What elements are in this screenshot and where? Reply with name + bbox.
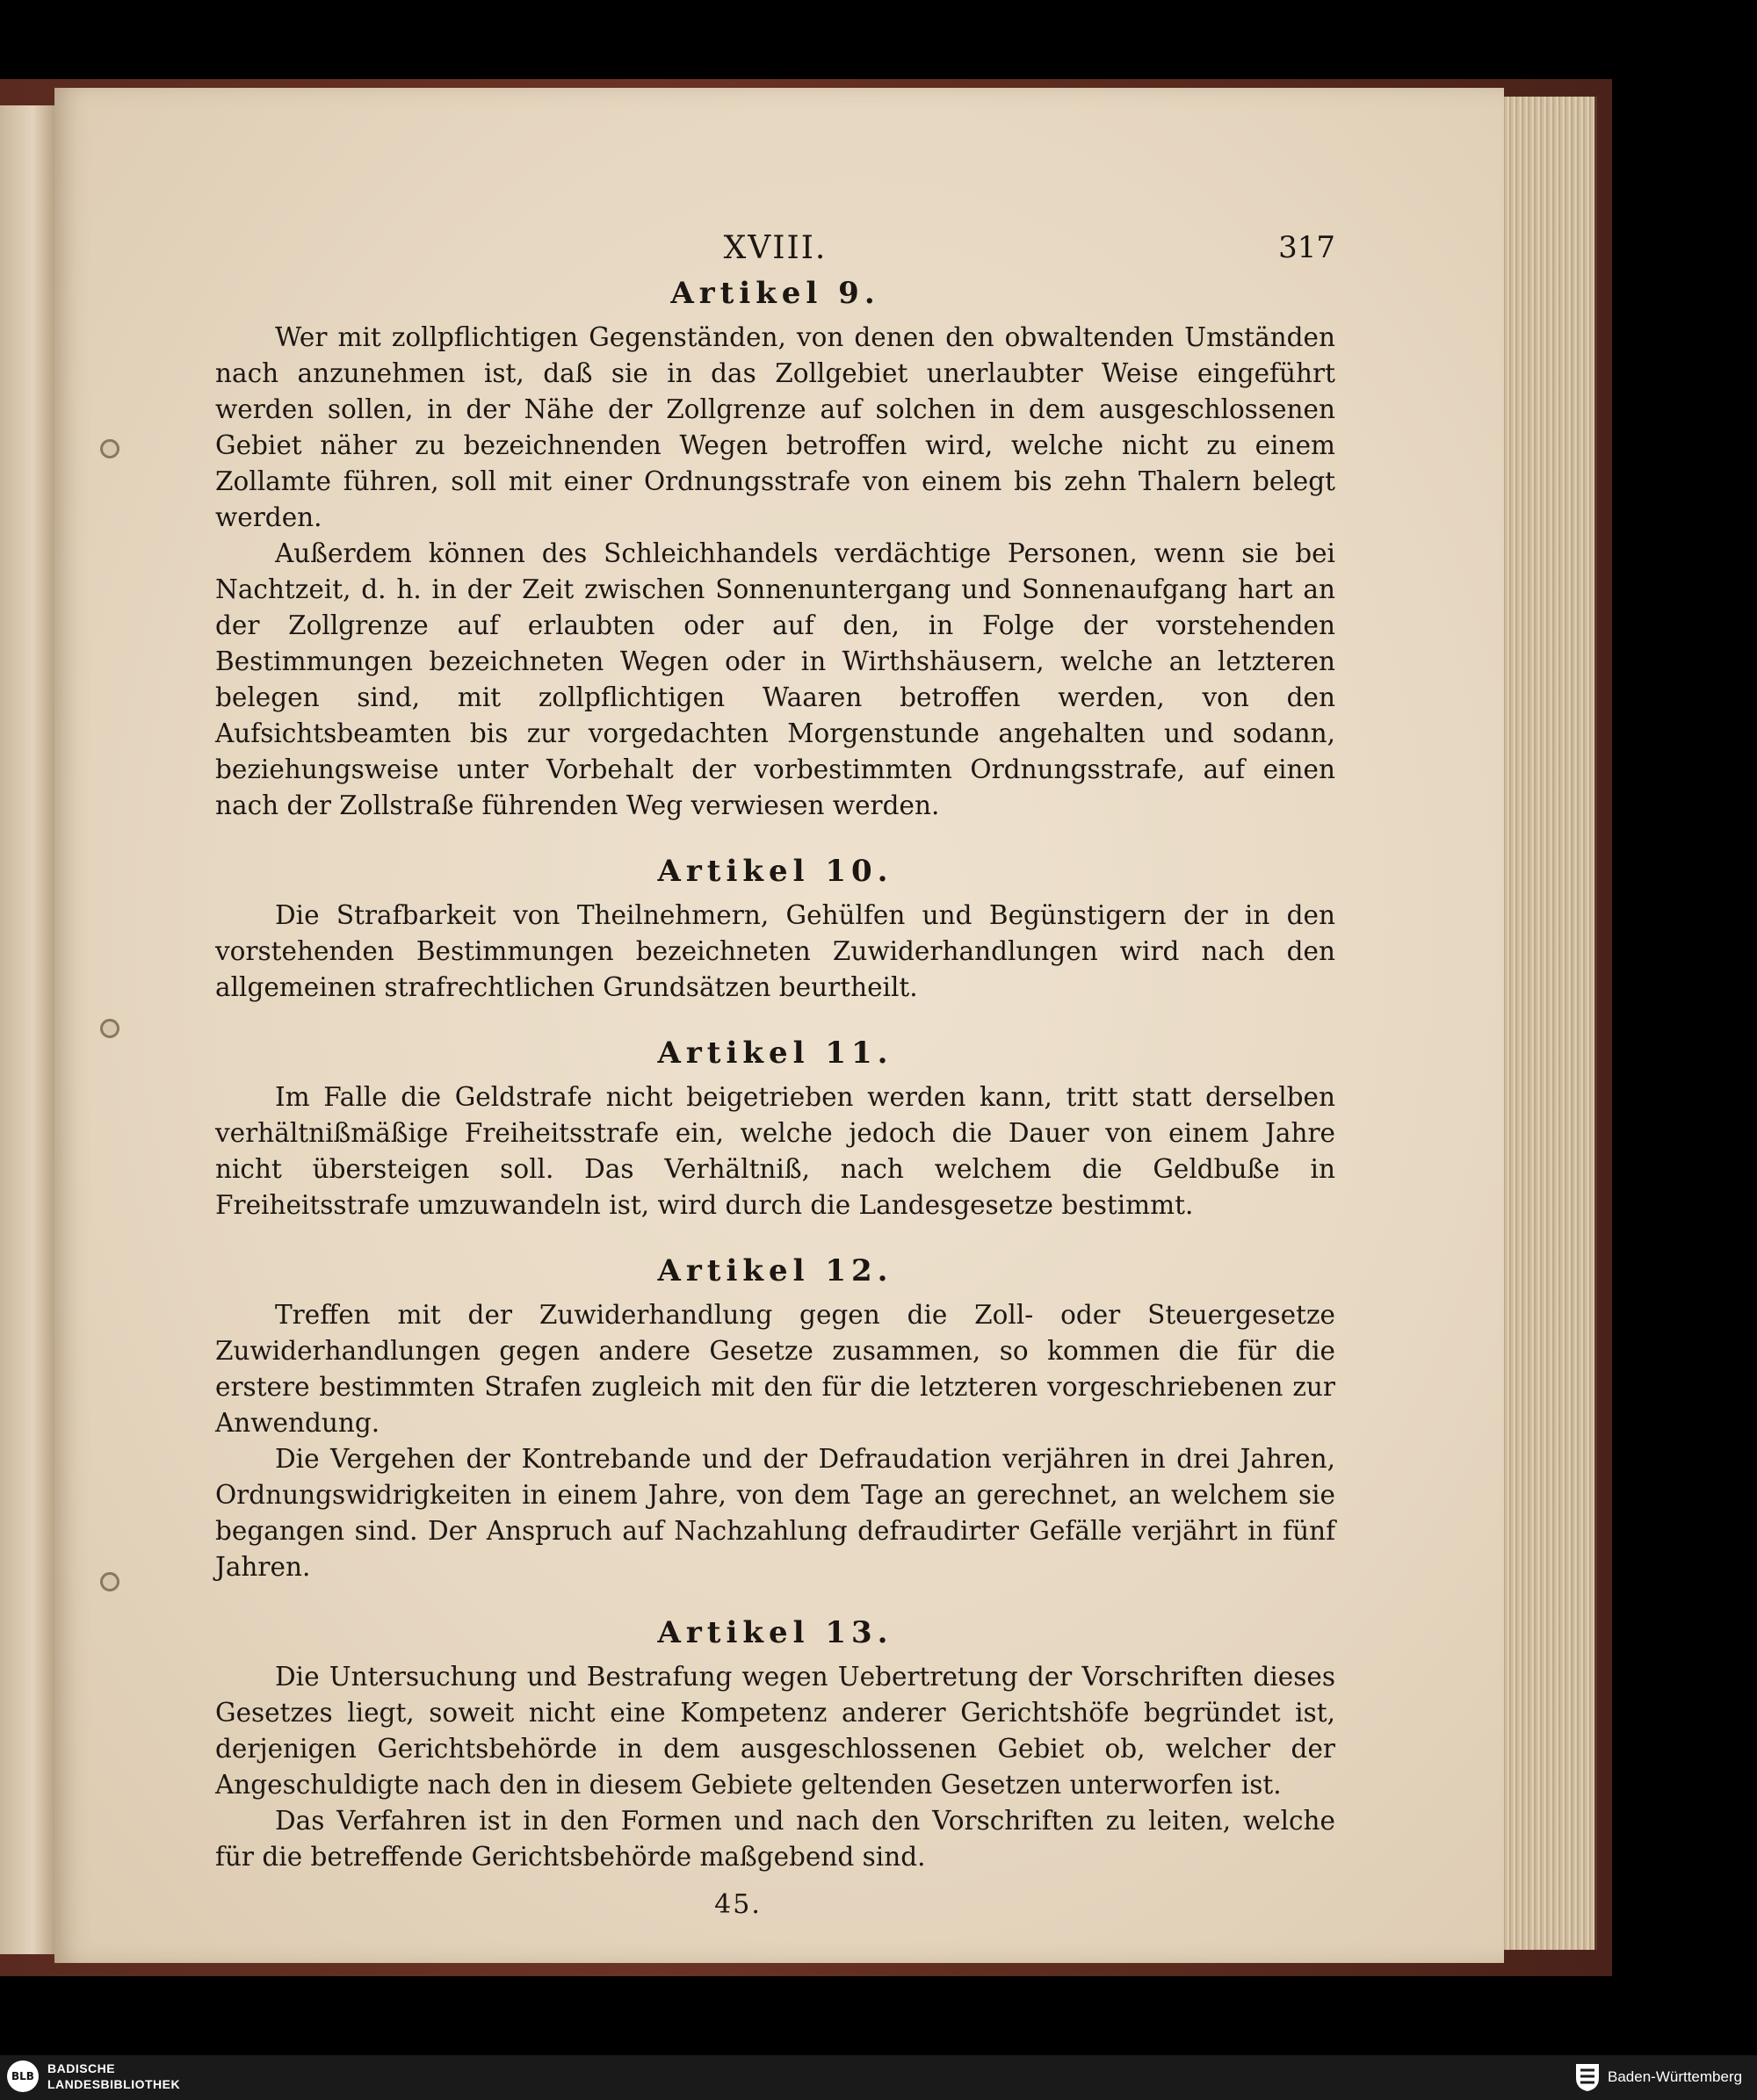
chapter-number: XVIII. [723,230,828,266]
library-name-line1: BADISCHE [47,2061,116,2075]
state-name: Baden-Württemberg [1608,2068,1743,2085]
paragraph: Die Strafbarkeit von Theilnehmern, Gehülfen und Begünstigern der in den vorstehenden Bestimmungen bezeichneten Zuwiderhandlungen wird nach den allgemeinen strafrechtlichen Grundsätzen beurtheilt. [215,900,1335,1002]
article-12 [215,1253,1335,1585]
page-stack-edge [1493,97,1597,1950]
article-13 [215,1615,1335,1875]
article-10 [215,854,1335,1006]
paragraph: Die Untersuchung und Bestrafung wegen Uebertretung der Vorschriften dieses Gesetzes liegt, soweit nicht eine Kompetenz anderer Gerichtshöfe begründet ist, derjenigen Gerichtsbehörde in dem ausgeschlossenen Gebiet ob, welcher der Angeschuldigte nach den in diesem Gebiete geltenden Gesetzen unterworfen ist. [215,1662,1335,1800]
left-page-edge [0,105,56,1954]
paragraph: Treffen mit der Zuwiderhandlung gegen die Zoll- oder Steuergesetze Zuwiderhandlungen gegen andere Gesetze zusammen, so kommen die für die erstere bestimmten Strafen zugleich mit den für die letzteren vorgeschriebenen zur Anwendung. [215,1300,1335,1438]
blb-logo-icon: BLB [7,2060,39,2092]
paragraph: Im Falle die Geldstrafe nicht beigetrieben werden kann, tritt statt derselben verhältnißmäßige Freiheitsstrafe ein, welche jedoch die Dauer von einem Jahre nicht übersteigen soll. Das Verhältniß, nach welchem die Geldbuße in Freiheitsstrafe umzuwandeln ist, wird durch die Landesgesetze bestimmt. [215,1082,1335,1220]
paragraph: Außerdem können des Schleichhandels verdächtige Personen, wenn sie bei Nachtzeit, d. h. in der Zeit zwischen Sonnenuntergang und Sonnenaufgang hart an der Zollgrenze auf erlaubten oder auf den, in Folge der vorstehenden Bestimmungen bezeichneten Wegen oder in Wirthshäusern, welche an letzteren belegen sind, mit zollpflichtigen Waaren betroffen werden, von den Aufsichtsbeamten bis zur vorgedachten Morgenstunde angehalten und sodann, beziehungsweise unter Vorbehalt der vorbestimmten Ordnungsstrafe, auf einen nach der Zollstraße führenden Weg verwiesen werden. [215,538,1335,820]
binding-stitch [100,1019,119,1038]
library-name [47,2060,180,2092]
article-heading: Artikel 12. [657,1253,893,1288]
signature-mark: 45. [714,1889,762,1920]
footer-bar [0,2055,1757,2100]
paragraph: Wer mit zollpflichtigen Gegenständen, von denen den obwaltenden Umständen nach anzunehmen ist, daß sie in das Zollgebiet unerlaubter Weise eingeführt werden sollen, in der Nähe der Zollgrenze auf solchen in dem ausgeschlossenen Gebiet näher zu bezeichnenden Wegen betroffen wird, welche nicht zu einem Zollamte führen, soll mit einer Ordnungsstrafe von einem bis zehn Thalern belegt werden. [215,322,1335,532]
article-heading: Artikel 10. [657,854,893,889]
page-content [215,230,1335,1920]
article-heading: Artikel 9. [670,276,880,311]
binding-stitch [100,439,119,458]
paragraph: Das Verfahren ist in den Formen und nach den Vorschriften zu leiten, welche für die betreffende Gerichtsbehörde maßgebend sind. [215,1806,1335,1872]
article-9 [215,276,1335,824]
article-heading: Artikel 11. [657,1036,893,1071]
library-name-line2: LANDESBIBLIOTHEK [47,2077,181,2091]
binding-stitch [100,1572,119,1591]
coat-of-arms-icon [1574,2062,1601,2092]
article-11 [215,1036,1335,1223]
running-head [215,230,1335,276]
page-number: 317 [1278,230,1335,265]
paragraph: Die Vergehen der Kontrebande und der Defraudation verjähren in drei Jahren, Ordnungswidrigkeiten in einem Jahre, von dem Tage an gerechnet, an welchem sie begangen sind. Der Anspruch auf Nachzahlung defraudirter Gefälle verjährt in fünf Jahren. [215,1444,1335,1582]
article-heading: Artikel 13. [657,1615,893,1650]
